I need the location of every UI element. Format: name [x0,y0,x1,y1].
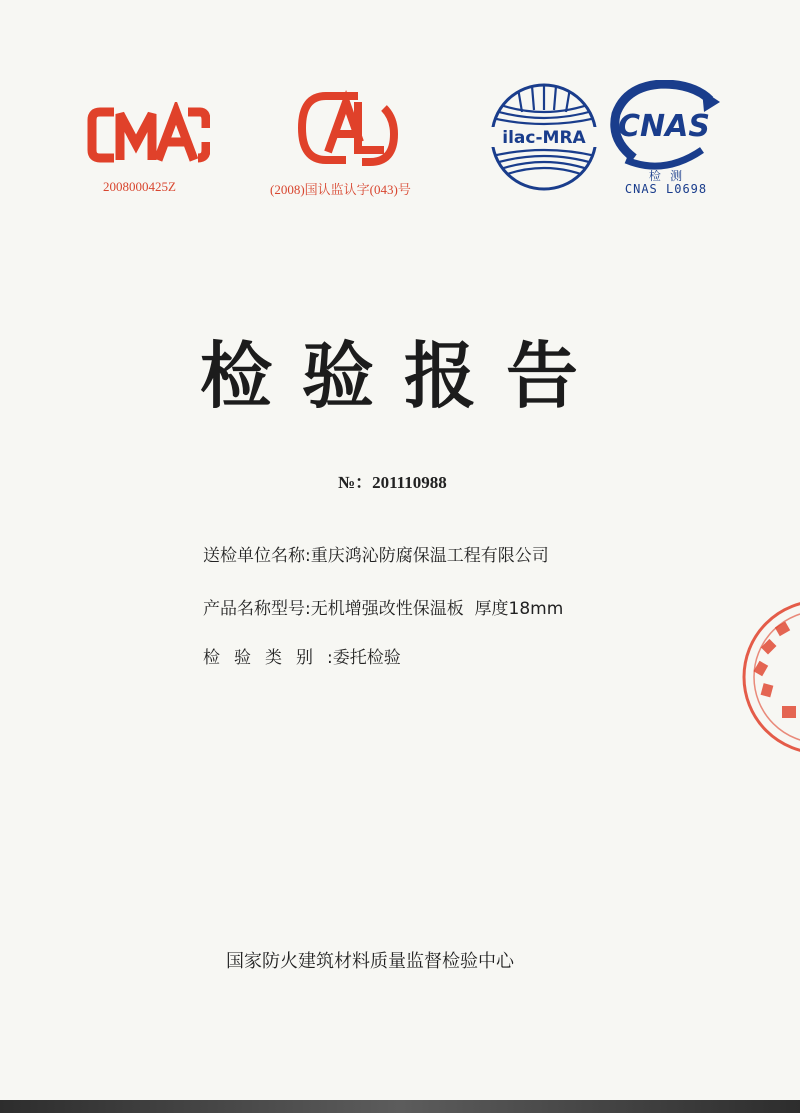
cnas-registration-number: CNAS L0698 [624,182,708,196]
inspection-type-label: 检验类别: [203,648,347,668]
product-name-row [203,594,563,619]
report-title: 检验报告 [200,334,609,418]
cnas-caption [618,170,714,196]
cma-certificate-number: 2008000425Z [103,179,176,194]
cnas-logo-icon [606,80,722,172]
report-number: №：201110988 [338,473,447,492]
submitting-unit-row [203,541,549,566]
issuing-organization: 国家防火建筑材料质量监督检验中心 [226,951,514,972]
ilac-mra-logo-icon [488,82,600,192]
submitting-unit-value: 重庆鸿沁防腐保温工程有限公司 [310,546,549,566]
cma-logo-icon [86,102,210,168]
cal-logo-icon [296,88,400,172]
cnas-category-label: 检 测 [648,169,684,183]
ilac-mra-text: ilac-MRA [502,128,586,148]
submitting-unit-label: 送检单位名称: [203,546,311,566]
cnas-text: CNAS [618,109,710,144]
scan-edge-strip [0,1100,800,1113]
product-name-value: 无机增强改性保温板 厚度18mm [310,599,564,619]
inspection-type-row [203,643,401,668]
cal-certificate-number: (2008)国认监认字(043)号 [270,182,411,197]
inspection-type-value: 委托检验 [332,648,401,668]
product-name-label: 产品名称型号: [203,599,311,619]
official-seal-stamp-icon [740,598,800,756]
